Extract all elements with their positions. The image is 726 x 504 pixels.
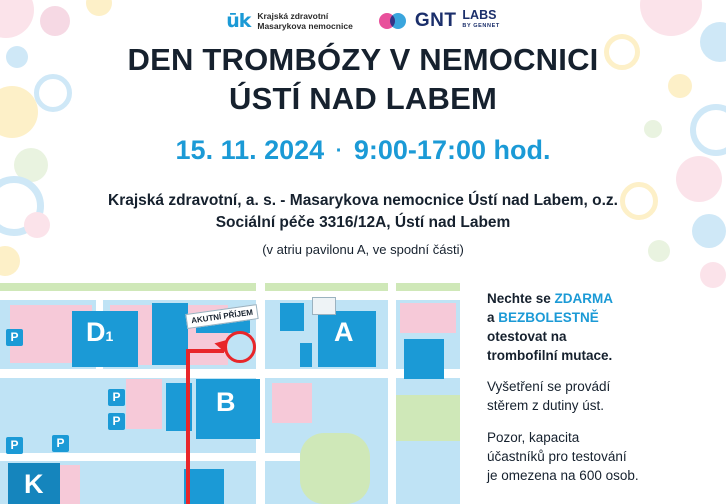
info-block-method <box>487 377 712 415</box>
page-title-line1: DEN TROMBÓZY V NEMOCNICI <box>127 42 599 77</box>
info-block-capacity <box>487 428 712 485</box>
capacity-line3: je omezena na 600 osob. <box>487 468 639 483</box>
event-date-time <box>0 135 726 166</box>
kz-logo-line1: Krajská zdravotní <box>257 10 329 21</box>
map-building-block <box>300 343 312 367</box>
map-building <box>126 379 162 429</box>
map-parking-marker: P <box>108 389 125 406</box>
map-building-block <box>404 339 444 379</box>
gnt-labs-logo <box>379 10 500 32</box>
event-time: 9:00-17:00 hod. <box>353 135 551 165</box>
map-label-k: K <box>24 469 44 499</box>
krajska-zdravotni-logo <box>226 10 353 32</box>
map-info-block <box>312 297 336 315</box>
map-building-block <box>152 303 188 365</box>
info-highlight-bezbolestne: BEZBOLESTNĚ <box>498 310 599 325</box>
map-label-akutni-prijem: AKUTNÍ PŘÍJEM <box>185 304 259 329</box>
map-building-block <box>184 469 224 504</box>
info-mid: a <box>487 310 499 325</box>
method-line1: Vyšetření se provádí <box>487 379 611 394</box>
capacity-line2: účastníků pro testování <box>487 449 627 464</box>
map-destination-marker <box>224 331 256 363</box>
venue-map[interactable] <box>0 283 460 504</box>
map-green-area <box>392 395 460 441</box>
map-green-area <box>300 433 370 504</box>
gnt-labs-text <box>462 10 499 32</box>
logo-bar <box>0 4 726 38</box>
gnt-bygennet: BY GENNET <box>462 23 500 29</box>
gnt-labs-word: LABS <box>462 8 497 22</box>
kz-logo-text <box>257 11 352 32</box>
map-parking-marker: P <box>6 329 23 346</box>
map-label-b: B <box>216 387 236 417</box>
info-line4: trombofilní mutace. <box>487 348 613 363</box>
map-route-line <box>186 353 190 504</box>
map-road <box>388 283 396 504</box>
date-separator: · <box>335 140 343 163</box>
capacity-line1: Pozor, kapacita <box>487 430 580 445</box>
page-title-line2: ÚSTÍ NAD LABEM <box>228 81 497 116</box>
map-building <box>272 383 312 423</box>
map-parking-marker: P <box>52 435 69 452</box>
kz-logo-line2: Masarykova nemocnice <box>257 21 353 31</box>
map-building-block <box>280 303 304 331</box>
decor-dot <box>700 262 726 288</box>
event-date: 15. 11. 2024 <box>175 135 325 165</box>
address-line1: Krajská zdravotní, a. s. - Masarykova nemocnice Ústí nad Labem, o.z. <box>108 192 618 209</box>
map-route-line <box>186 349 224 353</box>
method-line2: stěrem z dutiny úst. <box>487 398 605 413</box>
address-line2: Sociální péče 3316/12A, Ústí nad Labem <box>215 214 511 231</box>
map-road <box>0 453 300 461</box>
map-label-d: D1 <box>86 317 114 347</box>
address-note: (v atriu pavilonu A, ve spodní části) <box>262 242 464 257</box>
kz-logo-mark: ūk <box>226 10 251 32</box>
gnt-name: GNT <box>414 10 457 31</box>
gnt-circles-icon <box>379 13 409 29</box>
info-block-testing <box>487 289 712 365</box>
map-label-a: A <box>334 317 354 347</box>
info-pre: Nechte se <box>487 291 555 306</box>
map-parking-marker: P <box>6 437 23 454</box>
info-line3: otestovat na <box>487 329 567 344</box>
info-highlight-zdarma: ZDARMA <box>554 291 614 306</box>
map-building <box>400 303 456 333</box>
map-parking-marker: P <box>108 413 125 430</box>
